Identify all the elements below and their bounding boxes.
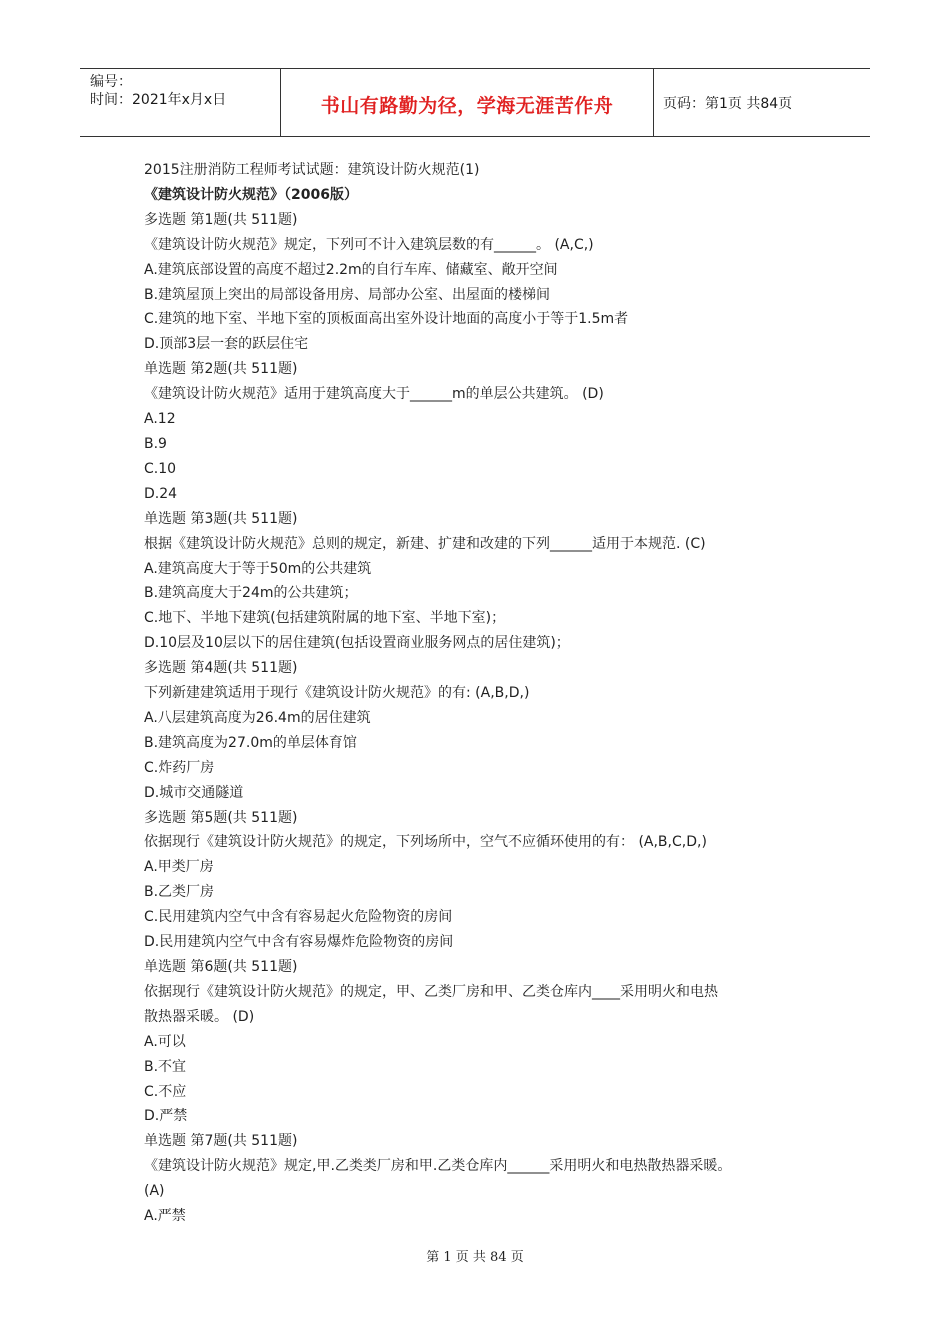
question-text: 根据《建筑设计防火规范》总则的规定，新建、扩建和改建的下列______适用于本规范. (C) [144,535,706,552]
answer-option: A.八层建筑高度为26.4m的居住建筑 [144,709,371,726]
answer-option: C.建筑的地下室、半地下室的顶板面高出室外设计地面的高度小于等于1.5m者 [144,311,629,328]
answer-option: C.地下、半地下建筑(包括建筑附属的地下室、半地下室)； [144,610,506,627]
question-text: 依据现行《建筑设计防火规范》的规定，下列场所中，空气不应循环使用的有： (A,B,C,D,) [144,834,707,851]
answer-option: B.不宜 [144,1058,187,1075]
document-date-label: 时间：2021年x月x日 [90,92,227,108]
document-number-label: 编号： [90,74,132,90]
answer-option: D.顶部3层一套的跃层住宅 [144,336,309,353]
question-text: 《建筑设计防火规范》适用于建筑高度大于______m的单层公共建筑。 (D) [144,386,604,403]
question-text-continued: 散热器采暖。 (D) [144,1008,255,1025]
answer-option: D.10层及10层以下的居住建筑(包括设置商业服务网点的居住建筑)； [144,635,570,652]
question-text-continued: (A) [144,1183,165,1200]
question-text: 《建筑设计防火规范》规定,甲.乙类类厂房和甲.乙类仓库内______采用明火和电热散热器采暖。 [144,1158,732,1175]
answer-option: D.严禁 [144,1108,188,1125]
page-footer: 第 1 页 共 84 页 [426,1250,524,1265]
answer-option: C.不应 [144,1083,187,1100]
answer-option: D.城市交通隧道 [144,784,244,801]
document-body [144,158,834,1229]
answer-option: B.乙类厂房 [144,884,215,901]
doc-title: 2015注册消防工程师考试试题：建筑设计防火规范(1) [144,162,480,178]
answer-option: B.建筑屋顶上突出的局部设备用房、局部办公室、出屋面的楼梯间 [144,286,551,303]
answer-option: C.民用建筑内空气中含有容易起火危险物资的房间 [144,909,453,926]
answer-option: B.建筑高度为27.0m的单层体育馆 [144,734,357,751]
header-page-info: 页码：第1页 共84页 [663,96,793,112]
question-heading: 单选题 第6题(共 511题) [144,959,298,975]
answer-option: C.炸药厂房 [144,759,215,776]
question-text: 下列新建建筑适用于现行《建筑设计防火规范》的有: (A,B,D,) [144,685,530,702]
answer-option: A.建筑底部设置的高度不超过2.2m的自行车库、储藏室、敞开空间 [144,261,558,278]
question-text: 《建筑设计防火规范》规定，下列可不计入建筑层数的有______。 (A,C,) [144,236,594,253]
answer-option: A.12 [144,411,176,428]
question-heading: 单选题 第2题(共 511题) [144,361,298,378]
question-heading: 单选题 第7题(共 511题) [144,1133,298,1150]
question-heading: 单选题 第3题(共 511题) [144,510,298,527]
answer-option: C.10 [144,460,177,477]
header-meta-cell [80,69,280,136]
question-heading: 多选题 第5题(共 511题) [144,809,298,826]
answer-option: A.严禁 [144,1208,186,1225]
question-heading: 多选题 第1题(共 511题) [144,211,298,228]
document-header [80,68,870,137]
answer-option: D.民用建筑内空气中含有容易爆炸危险物资的房间 [144,934,454,951]
answer-option: D.24 [144,485,178,502]
answer-option: A.建筑高度大于等于50m的公共建筑 [144,560,372,577]
doc-subtitle: 《建筑设计防火规范》（2006版） [144,186,358,203]
answer-option: A.甲类厂房 [144,859,214,876]
header-slogan-cell [280,69,654,136]
question-text: 依据现行《建筑设计防火规范》的规定，甲、乙类厂房和甲、乙类仓库内____采用明火和电热 [144,983,718,1000]
question-heading: 多选题 第4题(共 511题) [144,660,298,677]
header-page-cell [653,69,870,136]
answer-option: A.可以 [144,1033,186,1050]
header-slogan: 书山有路勤为径，学海无涯苦作舟 [320,95,614,117]
answer-option: B.9 [144,435,167,452]
answer-option: B.建筑高度大于24m的公共建筑； [144,585,358,602]
